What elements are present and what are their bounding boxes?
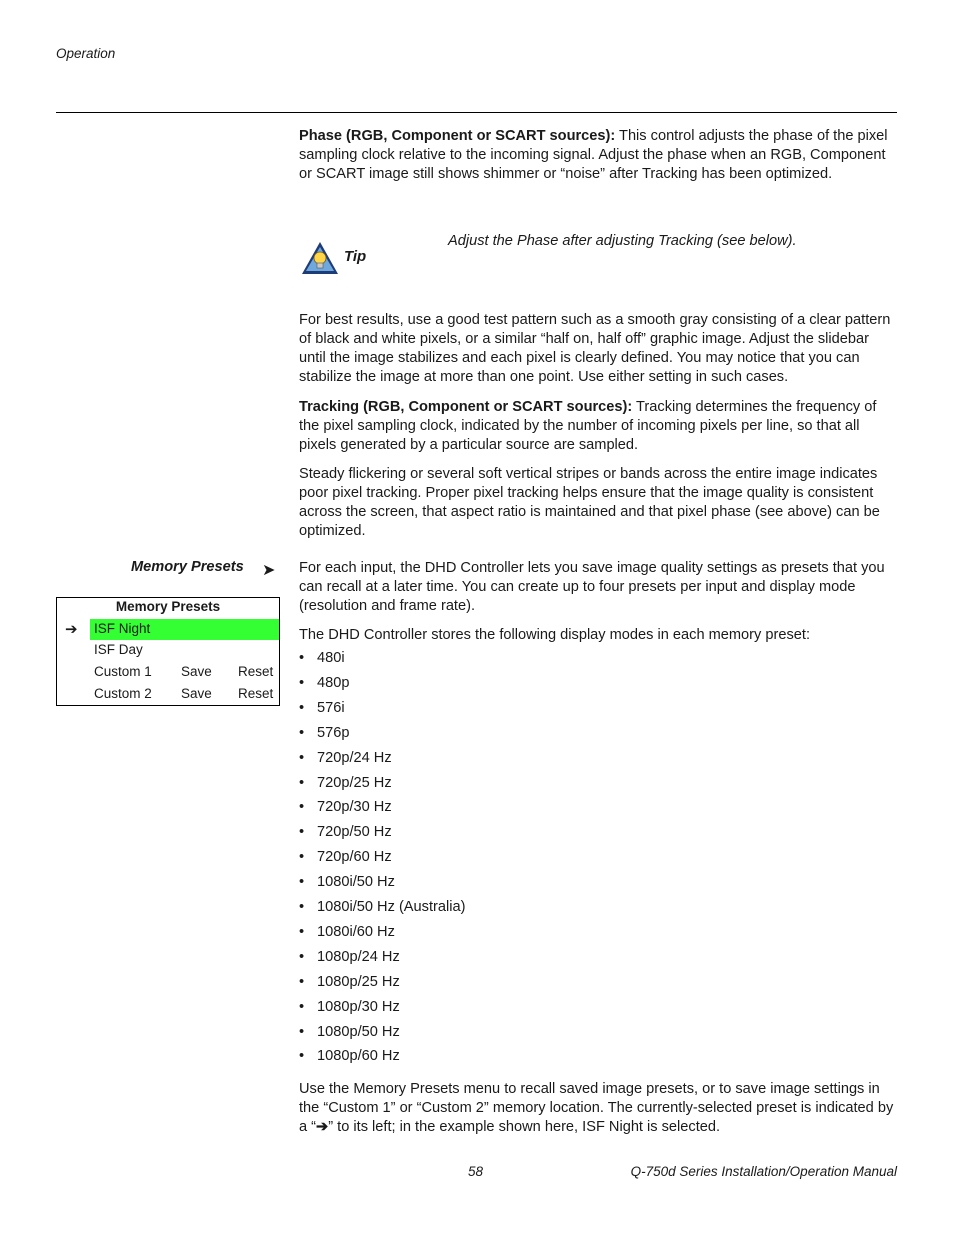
list-item-text: 1080p/25 Hz [317, 973, 400, 990]
list-item-text: 480p [317, 674, 350, 691]
heading-arrow-icon: ➤ [262, 562, 276, 579]
menu-title: Memory Presets [115, 599, 221, 614]
bullet-dot: • [299, 699, 305, 716]
menu-row-custom-1[interactable] [57, 662, 279, 683]
phase-label: Phase (RGB, Component or SCART sources): [299, 128, 616, 144]
custom-1-save-button[interactable]: Save [181, 664, 212, 679]
tip-label: Tip [344, 248, 367, 265]
menu-row-label: Custom 2 [94, 686, 152, 701]
inline-arrow-icon: ➔ [316, 1119, 329, 1135]
tracking-paragraph [299, 398, 897, 455]
list-item-text: 1080i/60 Hz [317, 923, 395, 940]
best-results-paragraph: For best results, use a good test pattern such as a smooth gray consisting of a clear pattern of black and white pixels, or a similar “half on, half off” graphic image. Adjust the slidebar until the image stabilizes and each pixel is clearly defined. You may notice that you can stabilize the image at more than one point. Use either setting in such cases. [299, 312, 891, 385]
list-item-text: 720p/60 Hz [317, 849, 392, 866]
bullet-dot: • [299, 849, 305, 866]
header-rule [56, 112, 897, 113]
tip-icon [300, 240, 340, 276]
bullet-dot: • [299, 973, 305, 990]
bullet-dot: • [299, 674, 305, 691]
bullet-dot: • [299, 650, 305, 666]
list-item-text: 1080i/50 Hz (Australia) [317, 899, 466, 915]
bullet-dot: • [299, 824, 305, 841]
list-item-text: 1080p/50 Hz [317, 1023, 400, 1040]
memory-presets-menu [56, 597, 280, 706]
list-item-text: 720p/50 Hz [317, 824, 392, 841]
running-header: Operation [56, 46, 116, 61]
bullet-dot: • [299, 874, 305, 891]
menu-row-label: ISF Day [94, 642, 143, 657]
list-item-text: 480i [317, 650, 345, 666]
phase-paragraph [299, 127, 897, 184]
bullet-dot: • [299, 1023, 305, 1040]
list-item-text: 720p/25 Hz [317, 774, 392, 791]
bullet-dot: • [299, 749, 305, 766]
custom-2-reset-button[interactable]: Reset [238, 686, 274, 701]
closing-text-a: Use the Memory Presets menu to recall saved image presets, or to save image settings in the “Custom 1” or “Custom 2” memory location. The currently-selected preset is indicated by a “ [299, 1081, 894, 1135]
memory-presets-heading: Memory Presets [131, 559, 244, 575]
bullet-dot: • [299, 998, 305, 1015]
list-item-text: 576i [317, 699, 345, 716]
bullet-dot: • [299, 899, 305, 915]
custom-2-save-button[interactable]: Save [181, 686, 212, 701]
selector-arrow-icon: ➔ [65, 621, 78, 638]
bullet-dot: • [299, 774, 305, 791]
menu-row-isf-day[interactable] [57, 640, 279, 661]
page-number: 58 [468, 1164, 484, 1179]
list-item-text: 1080p/24 Hz [317, 948, 400, 965]
flicker-paragraph: Steady flickering or several soft vertical stripes or bands across the entire image indicates poor pixel tracking. Proper pixel tracking helps ensure that the image quality is consistent across the screen, that aspect ratio is maintained and that pixel phase (see above) can be optimized. [299, 466, 880, 539]
tip-text: Adjust the Phase after adjusting Tracking (see below). [448, 233, 797, 249]
menu-row-isf-night[interactable] [57, 619, 279, 640]
tracking-text: Tracking determines the frequency of the pixel sampling clock, indicated by the number of incoming pixels per line, so that all pixels generated by a particular source are sampled. [299, 399, 877, 453]
list-item-text: 1080p/30 Hz [317, 998, 400, 1015]
custom-1-reset-button[interactable]: Reset [238, 664, 274, 679]
bullet-dot: • [299, 799, 305, 816]
list-item-text: 1080i/50 Hz [317, 874, 395, 891]
bullet-dot: • [299, 1048, 305, 1065]
bullet-dot: • [299, 923, 305, 940]
menu-row-label: Custom 1 [94, 664, 152, 679]
list-item-text: 720p/24 Hz [317, 749, 392, 766]
list-item-text: 1080p/60 Hz [317, 1048, 400, 1065]
closing-text-b: ” to its left; in the example shown here, ISF Night is selected. [328, 1119, 721, 1135]
list-item-text: 720p/30 Hz [317, 799, 392, 816]
phase-text: This control adjusts the phase of the pixel sampling clock relative to the incoming signal. Adjust the phase when an RGB, Component or SCART image still shows shimmer or “noise” after Tracking has been optimized. [299, 128, 888, 182]
memory-presets-stores: The DHD Controller stores the following display modes in each memory preset: [299, 627, 810, 643]
menu-row-custom-2[interactable] [57, 684, 279, 705]
bullet-dot: • [299, 724, 305, 741]
bullet-dot: • [299, 948, 305, 965]
closing-paragraph [299, 1080, 897, 1137]
tracking-label: Tracking (RGB, Component or SCART sources): [299, 399, 633, 415]
list-item-text: 576p [317, 724, 350, 741]
manual-title: Q-750d Series Installation/Operation Manual [630, 1164, 897, 1179]
memory-presets-intro: For each input, the DHD Controller lets you save image quality settings as presets that you can recall at a later time. You can create up to four presets per input and display mode (resolution and frame rate). [299, 560, 885, 614]
menu-row-label: ISF Night [94, 621, 151, 636]
